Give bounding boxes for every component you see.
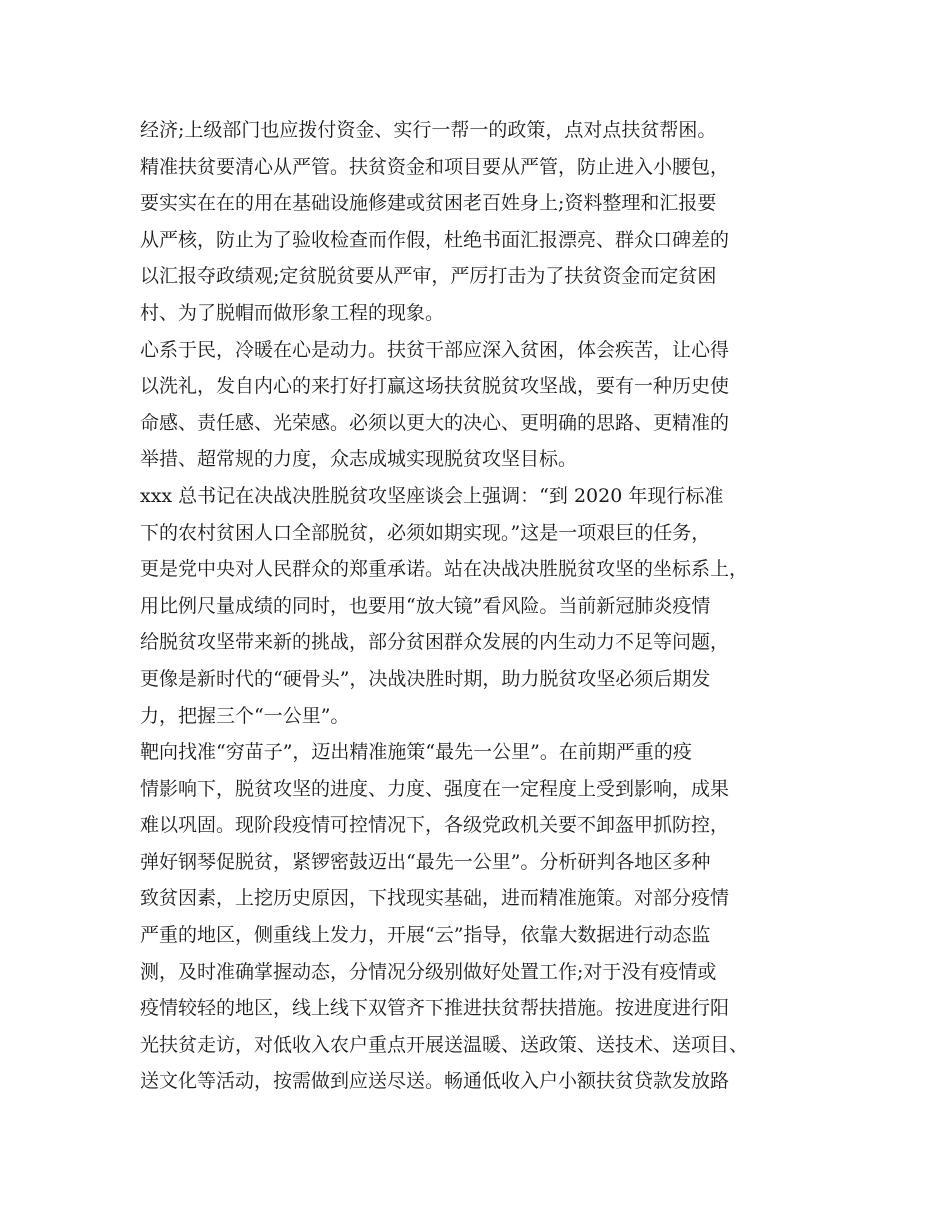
text-line: 举措、超常规的力度，众志成城实现脱贫攻坚目标。 xyxy=(140,448,578,471)
text-line: 以汇报夺政绩观;定贫脱贫要从严审，严厉打击为了扶贫资金而定贫困 xyxy=(140,265,717,288)
text-line: 村、为了脱帽而做形象工程的现象。 xyxy=(140,301,445,324)
text-line: xxx 总书记在决战决胜脱贫攻坚座谈会上强调：“到 2020 年现行标准 xyxy=(140,484,724,507)
text-line: 疫情较轻的地区，线上线下双管齐下推进扶贫帮扶措施。按进度进行阳 xyxy=(140,997,730,1020)
text-line: 用比例尺量成绩的同时，也要用“放大镜”看风险。当前新冠肺炎疫情 xyxy=(140,594,711,617)
paragraph-2 xyxy=(140,149,830,332)
text-line: 要实实在在的用在基础设施修建或贫困老百姓身上;资料整理和汇报要 xyxy=(140,192,717,215)
text-line: 从严核，防止为了验收检查而作假，杜绝书面汇报漂亮、群众口碑差的 xyxy=(140,228,730,251)
paragraph-5 xyxy=(140,734,830,1100)
text-line: 经济;上级部门也应拨付资金、实行一帮一的政策，点对点扶贫帮困。 xyxy=(140,119,717,141)
text-line: 情影响下，脱贫攻坚的进度、力度、强度在一定程度上受到影响，成果 xyxy=(140,777,730,800)
text-line: 测，及时准确掌握动态，分情况分级别做好处置工作;对于没有疫情或 xyxy=(140,960,717,983)
text-line: 给脱贫攻坚带来新的挑战，部分贫困群众发展的内生动力不足等问题， xyxy=(140,631,730,654)
text-line: 送文化等活动，按需做到应送尽送。畅通低收入户小额扶贫贷款发放路 xyxy=(140,1070,730,1093)
paragraph-3 xyxy=(140,332,830,478)
text-line: 光扶贫走访，对低收入农户重点开展送温暖、送政策、送技术、送项目、 xyxy=(140,1033,749,1056)
text-line: 下的农村贫困人口全部脱贫，必须如期实现。”这是一项艰巨的任务， xyxy=(140,521,711,544)
text-line: 以洗礼，发自内心的来打好打赢这场扶贫脱贫攻坚战，要有一种历史使 xyxy=(140,375,730,398)
text-line: 严重的地区，侧重线上发力，开展“云”指导，依靠大数据进行动态监 xyxy=(140,924,711,947)
text-line: 更像是新时代的“硬骨头”，决战决胜时期，助力脱贫攻坚必须后期发 xyxy=(140,667,711,690)
text-line: 心系于民，冷暖在心是动力。扶贫干部应深入贫困，体会疾苦，让心得 xyxy=(140,338,730,361)
text-line: 致贫因素，上挖历史原因，下找现实基础，进而精准施策。对部分疫情 xyxy=(140,887,730,910)
text-line: 靶向找准“穷苗子”，迈出精准施策“最先一公里”。在前期严重的疫 xyxy=(140,741,692,764)
document-body xyxy=(140,112,830,1100)
text-line: 命感、责任感、光荣感。必须以更大的决心、更明确的思路、更精准的 xyxy=(140,411,730,434)
text-line: 更是党中央对人民群众的郑重承诺。站在决战决胜脱贫攻坚的坐标系上， xyxy=(140,558,749,581)
text-line: 精准扶贫要清心从严管。扶贫资金和项目要从严管，防止进入小腰包， xyxy=(140,155,730,178)
paragraph-4 xyxy=(140,478,830,734)
text-line: 难以巩固。现阶段疫情可控情况下，各级党政机关要不卸盔甲抓防控， xyxy=(140,814,730,837)
text-line: 弹好钢琴促脱贫，紧锣密鼓迈出“最先一公里”。分析研判各地区多种 xyxy=(140,850,711,873)
text-line: 力，把握三个“一公里”。 xyxy=(140,704,350,727)
paragraph-1 xyxy=(140,112,830,149)
